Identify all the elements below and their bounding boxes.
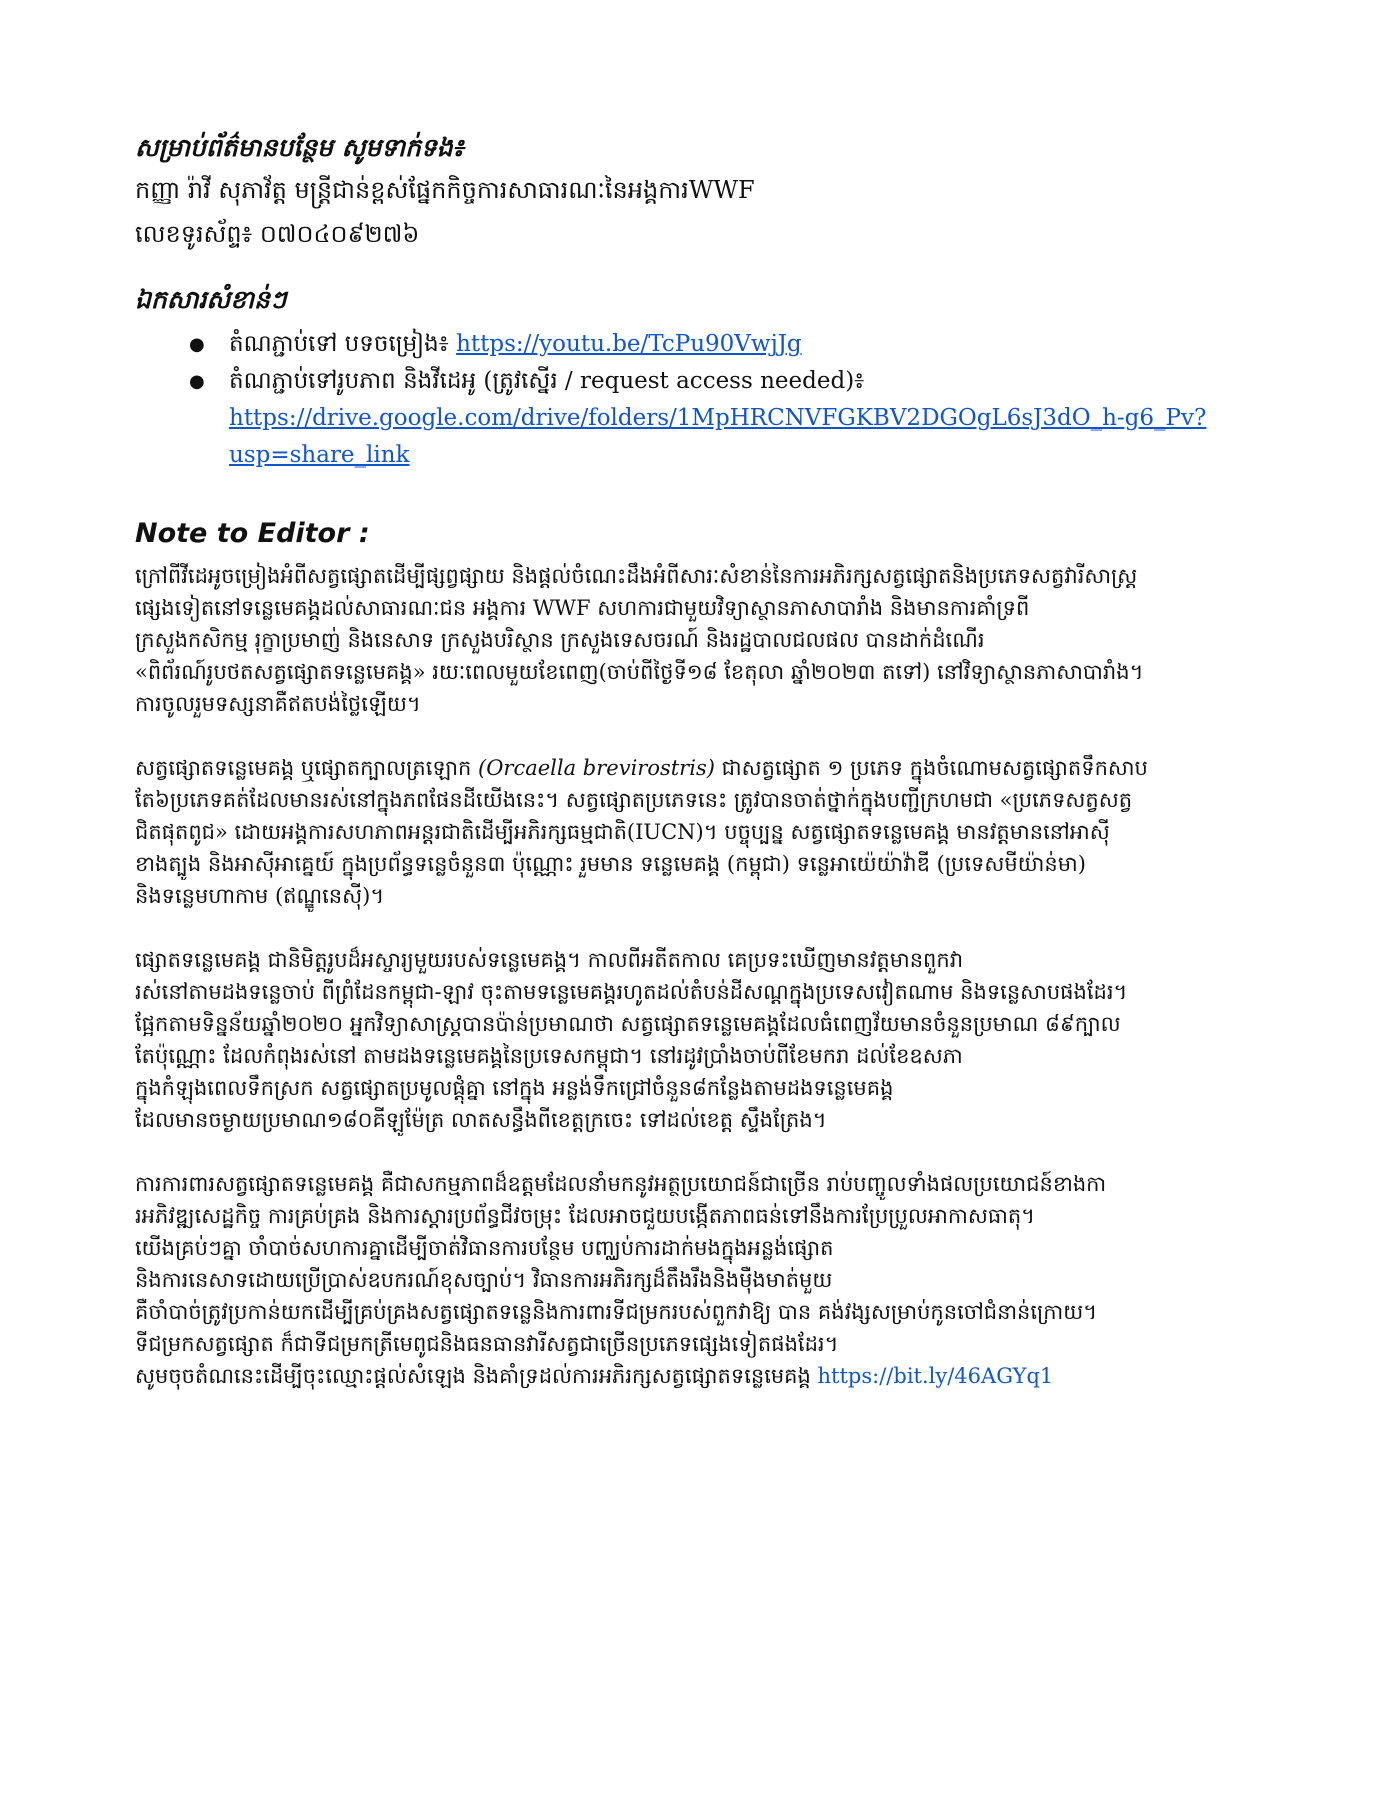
media-link-continued[interactable]: usp=share_link [229,442,410,468]
bullet-icon: ● [189,371,205,392]
note-title: Note to Editor : [135,518,370,549]
text-line: ផ្សេងទៀតនៅទន្លេមេគង្គដល់សាធារណៈជន អង្គការ WWF សហការជាមួយវិទ្យាស្ថានភាសាបារាំង និងមានការគាំទ្រពី [135,596,1030,620]
text-line: ផ្អែកតាមទិន្នន័យឆ្នាំ២០២០ អ្នកវិទ្យាសាស្រ្តបានប៉ាន់ប្រមាណថា សត្វផ្សោតទន្លេមេគង្គដែលធំពេញវ័យមានចំនួនប្រមាណ ៨៩ក្បាល [135,1012,1121,1036]
contact-heading: សម្រាប់ព័ត៌មានបន្ថែម សូមទាក់ទង៖ [135,133,464,162]
paragraph-3 [135,944,1230,1136]
paragraph-4 [135,1168,1230,1392]
text-line [135,1360,1230,1392]
text-line: គឺចាំបាច់ត្រូវប្រកាន់យកដើម្បីគ្រប់គ្រងសត្វផ្សោតទន្លេនិងការពារទីជម្រករបស់ពួកវាឱ្យ បាន គង់វង្សសម្រាប់កូនចៅជំនាន់ក្រោយ។ [135,1300,1098,1324]
text-line: តែប៉ុណ្ណោះ ដែលកំពុងរស់នៅ តាមដងទន្លេមេគង្គនៃប្រទេសកម្ពុជា។ នៅរដូវប្រាំងចាប់ពីខែមករា ដល់ខែឧសភា [135,1044,963,1068]
song-link[interactable]: https://youtu.be/TcPu90VwjJg [456,331,802,357]
text-line: ក្រៅពីវីដេអូចម្រៀងអំពីសត្វផ្សោតដើម្បីផ្សព្វផ្សាយ និងផ្តល់ចំណេះដឹងអំពីសារៈសំខាន់នៃការអភិរក្សសត្វផ្សោតនិងប្រភេទសត្វវារីសាស្រ្ត [135,564,1138,588]
contact-person: កញ្ញា រ៉ាវី សុភាវ័ត្ត មន្ត្រីជាន់ខ្ពស់ផ្នែកកិច្ចការសាធារណៈនៃអង្គការWWF [135,176,755,204]
document-page [135,130,1235,1424]
scientific-name: (Orcaella brevirostris) [478,756,715,780]
paragraph-2 [135,752,1230,912]
text-line: ការការពារសត្វផ្សោតទន្លេមេគង្គ គឺជាសកម្មភាពដ៏ឧត្តមដែលនាំមកនូវអត្ថប្រយោជន៍ជាច្រើន រាប់បញ្ចូលទាំងផលប្រយោជន៍ខាងកា [135,1172,1107,1196]
text-line: ទីជម្រកសត្វផ្សោត ក៏ជាទីជម្រកត្រីមេពូជនិងធនធានវារីសត្វជាច្រើនប្រភេទផ្សេងទៀតផងដែរ។ [135,1332,839,1356]
text-line: ការចូលរួមទស្សនាគឺឥតបង់ថ្លៃឡើយ។ [135,692,421,716]
list-item [135,326,1235,363]
bullet-icon: ● [189,334,205,355]
text-line: និងទន្លេមហាកាម (ឥណ្ឌូនេស៊ី)។ [135,884,385,908]
text-line: រអភិវឌ្ឍសេដ្ឋកិច្ច ការគ្រប់គ្រង និងការស្តារប្រព័ន្ធជីវចម្រុះ ដែលអាចជួយបង្កើតភាពធន់ទៅនឹងការប្រែប្រួលអាកាសធាតុ។ [135,1204,1036,1228]
text-line: ផ្សោតទន្លេមេគង្គ ជានិមិត្តរូបដ៏អស្ចារ្យមួយរបស់ទន្លេមេគង្គ។ កាលពីអតីតកាល គេប្រទះឃើញមានវត្តមានពួកវា [135,948,964,972]
text-line: ក្នុងកំឡុងពេលទឹកស្រក សត្វផ្សោតប្រមូលផ្តុំគ្នា នៅក្នុង អន្លង់ទឹកជ្រៅចំនួន៨កន្លែងតាមដងទន្លេមេគង្គ [135,1076,894,1100]
text-line: ដែលមានចម្ងាយប្រមាណ១៨០គីឡូម៉ែត្រ លាតសន្ធឹងពីខេត្តក្រចេះ ទៅដល់ខេត្ត ស្ទឹងត្រែង។ [135,1108,827,1132]
text-line: ខាងត្បូង និងអាស៊ីអាគ្នេយ៍ ក្នុងប្រព័ន្ធទន្លេចំនួន៣ ប៉ុណ្ណោះ រួមមាន ទន្លេមេគង្គ (កម្ពុជា) ទន្លេអាយ៉េយ៉ាវ៉ាឌី (ប្រទេសមីយ៉ាន់មា) [135,852,1086,876]
text-line: ក្រសួងកសិកម្ម រុក្ខាប្រមាញ់ និងនេសាទ ក្រសួងបរិស្ថាន ក្រសួងទេសចរណ៍ និងរដ្ឋបាលជលផល បានដាក់ដំណើរ [135,628,985,652]
contact-phone: លេខទូរស័ព្ទ៖ ០៧០៤០៩២៧៦ [135,220,420,248]
media-link-label: តំណភ្ជាប់ទៅរូបភាព និងវីដេអូ (ត្រូវស្នើរ / request access needed)៖ [229,368,865,394]
documents-heading: ឯកសារសំខាន់ៗ [135,285,287,314]
text-segment: សត្វផ្សោតទន្លេមេគង្គ ឬផ្សោតក្បាលត្រឡោក [135,756,479,780]
song-link-label: តំណភ្ជាប់ទៅ បទចម្រៀង៖ [229,331,457,357]
text-line: យើងគ្រប់ៗគ្នា ចាំបាច់សហការគ្នាដើម្បីចាត់វិធានការបន្ថែម បញ្ឈប់ការដាក់មងក្នុងអន្លង់ផ្សោត [135,1236,834,1260]
list-item [135,363,1235,474]
paragraph-1 [135,560,1230,720]
media-link[interactable]: https://drive.google.com/drive/folders/1MpHRCNVFGKBV2DGOgL6sJ3dO_h-g6_Pv? [229,405,1207,431]
text-line [135,752,1230,784]
text-line: រស់នៅតាមដងទន្លេចាប់ ពីព្រំដែនកម្ពុជា-ឡាវ ចុះតាមទន្លេមេគង្គរហូតដល់តំបន់ដីសណ្តក្នុងប្រទេសវៀតណាម និងទន្លេសាបផងដែរ។ [135,980,1128,1004]
text-segment: សូមចុចតំណនេះដើម្បីចុះឈ្មោះផ្តល់សំឡេង និងគាំទ្រដល់ការអភិរក្សសត្វផ្សោតទន្លេមេគង្គ [135,1364,818,1388]
text-line: និងការនេសាទដោយប្រើប្រាស់ឧបករណ៍ខុសច្បាប់។ វិធានការអភិរក្សដ៏តឹងរឹងនិងម៉ឺងមាត់មួយ [135,1268,833,1292]
documents-list [135,326,1235,474]
text-segment: ជាសត្វផ្សោត ១ ប្រភេទ ក្នុងចំណោមសត្វផ្សោតទឹកសាប [714,756,1148,780]
text-line: តែ៦ប្រភេទគត់ដែលមានរស់នៅក្នុងភពផែនដីយើងនេះ។ សត្វផ្សោតប្រភេទនេះ ត្រូវបានចាត់ថ្នាក់ក្នុងបញ្ជីក្រហមជា «ប្រភេទសត្វសត្វ [135,788,1133,812]
signup-link[interactable]: https://bit.ly/46AGYq1 [817,1364,1054,1388]
text-line: «ពិព័រណ៍រូបថតសត្វផ្សោតទន្លេមេគង្គ» រយៈពេលមួយខែពេញ(ចាប់ពីថ្ងៃទី១៨ ខែតុលា ឆ្នាំ២០២៣ តទៅ) នៅវិទ្យាស្ថានភាសាបារាំង។ [135,660,1144,684]
text-line: ជិតផុតពូជ» ដោយអង្គការសហភាពអន្តរជាតិដើម្បីអភិរក្សធម្មជាតិ(IUCN)។ បច្ចុប្បន្ន សត្វផ្សោតទន្លេមេគង្គ មានវត្តមាននៅអាស៊ី [135,820,1110,844]
